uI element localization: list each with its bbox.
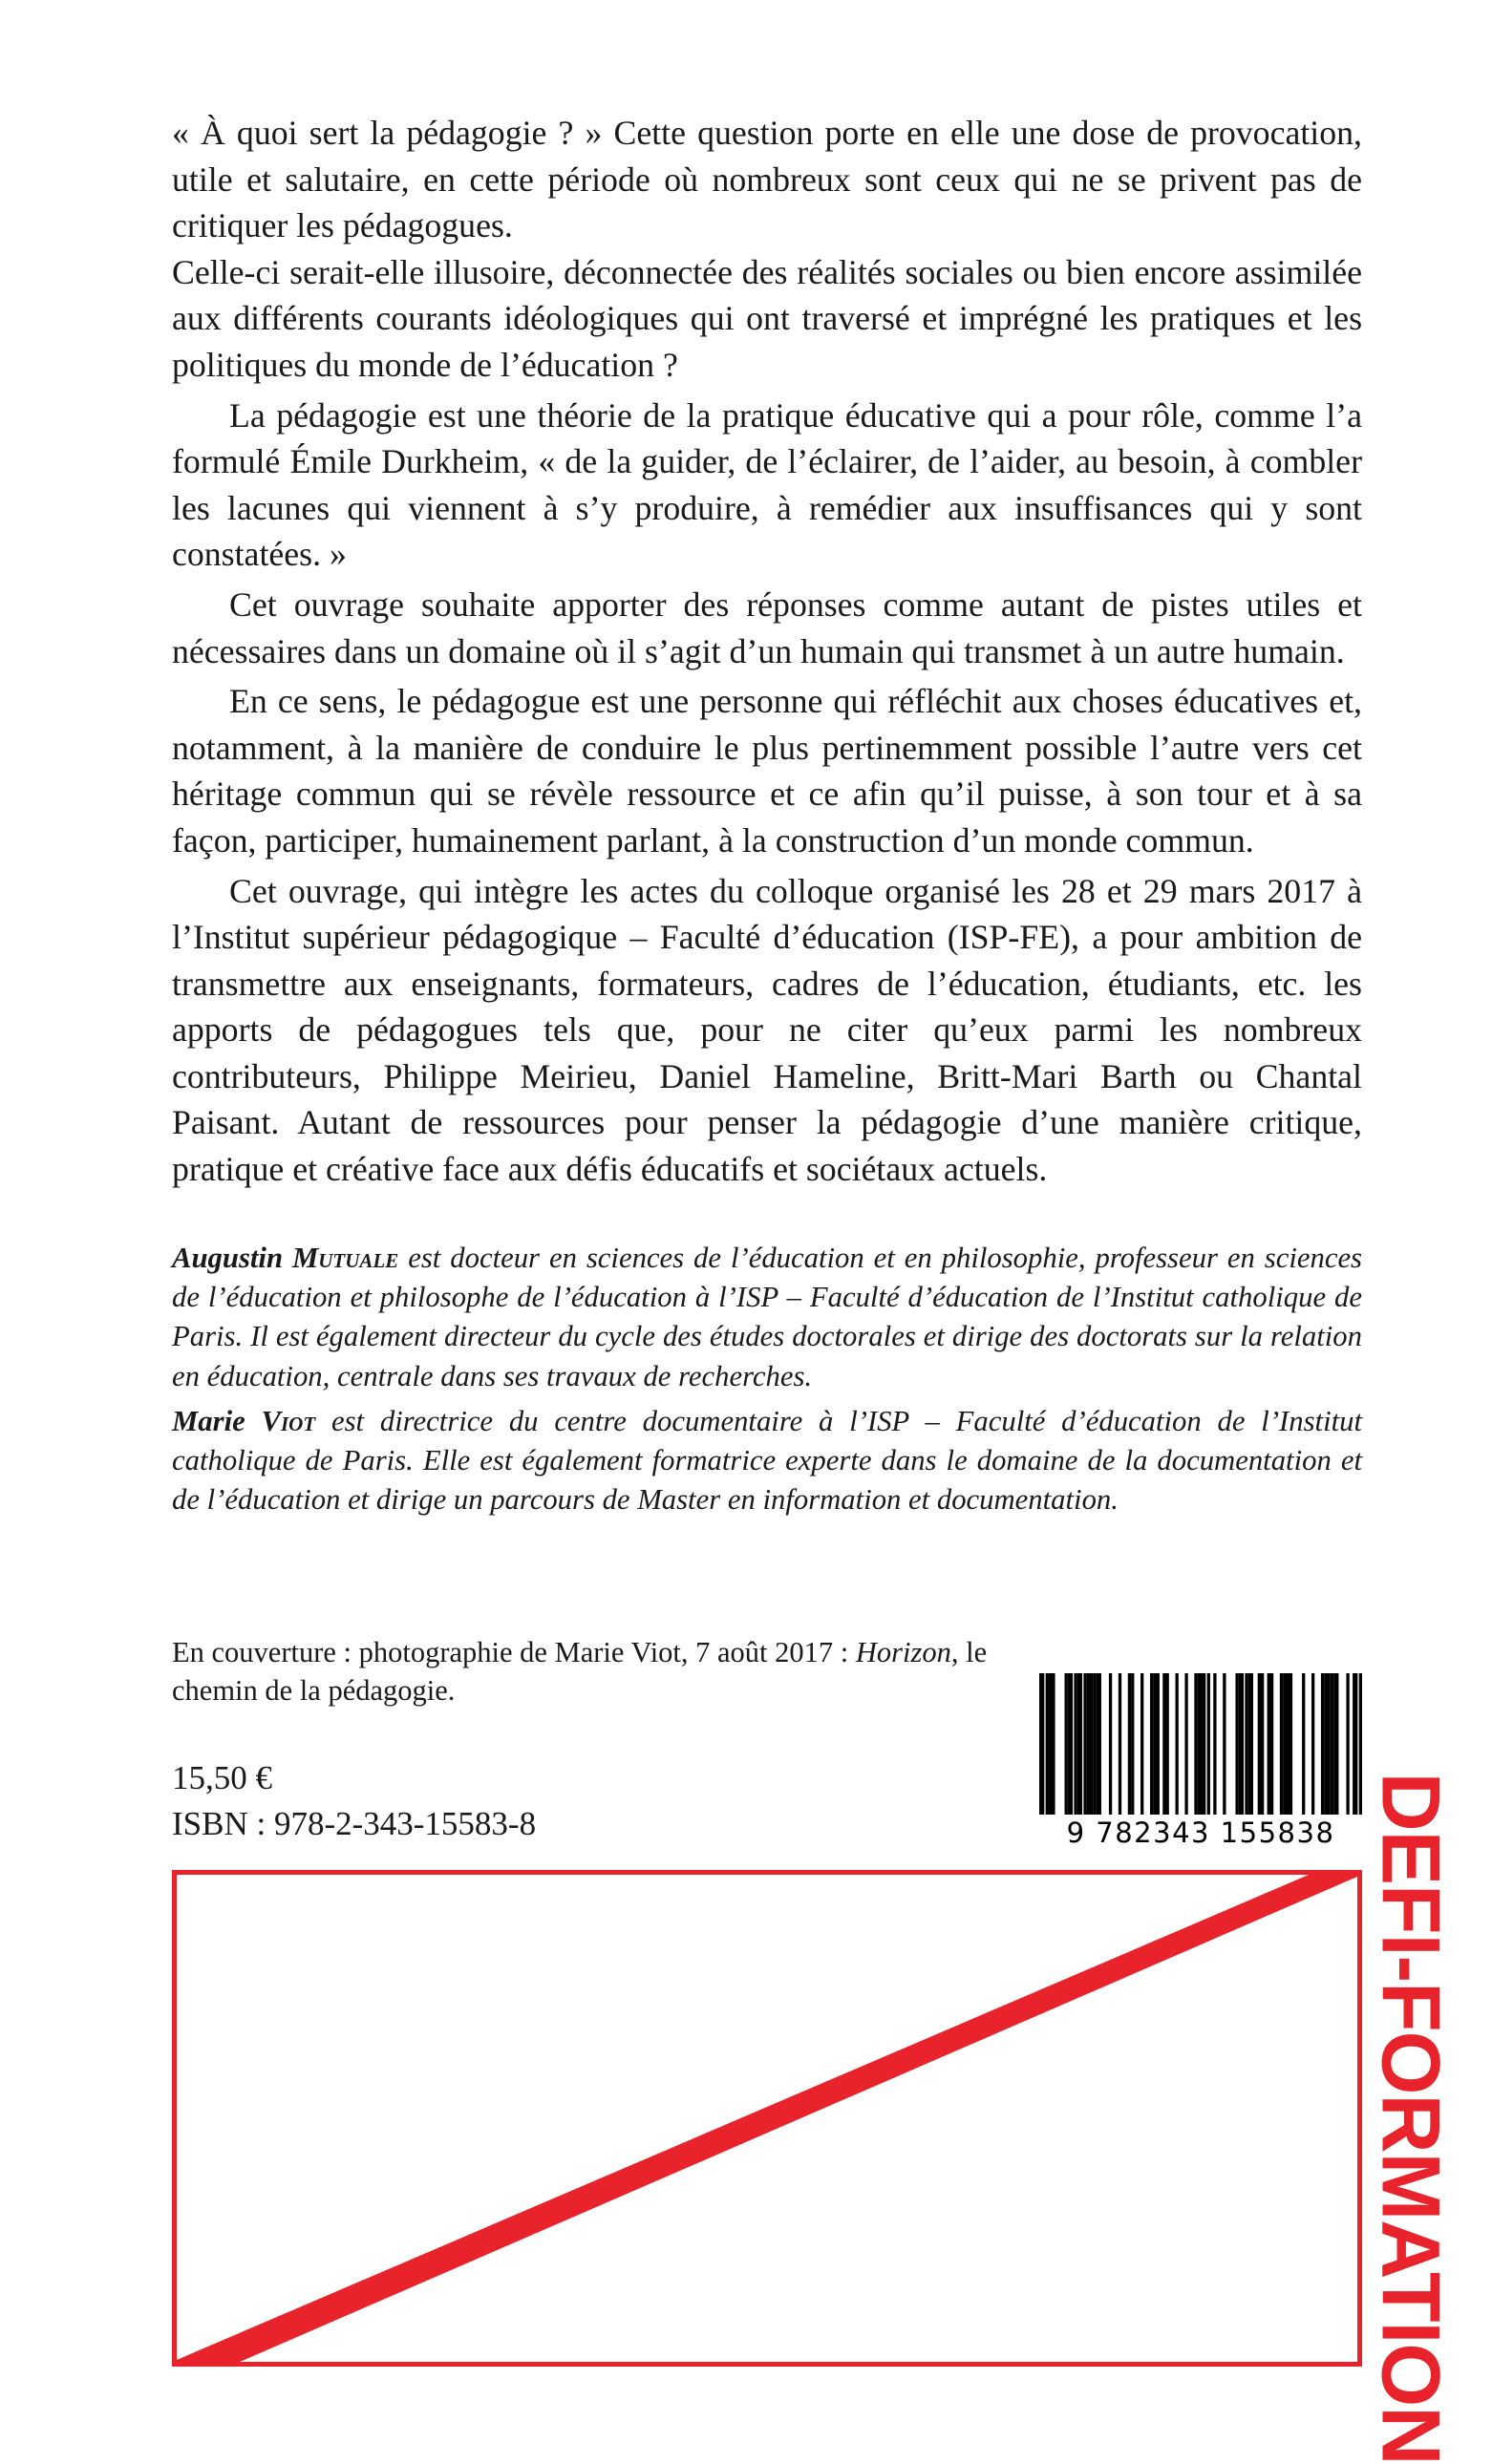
series-title bbox=[1364, 1772, 1457, 2464]
barcode-bar bbox=[1097, 1673, 1101, 1815]
barcode-bar bbox=[1333, 1673, 1338, 1815]
barcode-bar bbox=[1245, 1673, 1247, 1815]
barcode-bar bbox=[1346, 1673, 1349, 1815]
barcode-bar bbox=[1280, 1673, 1283, 1815]
author-2-last-name: Viot bbox=[261, 1404, 316, 1437]
barcode-bar bbox=[1083, 1673, 1086, 1815]
barcode-bar bbox=[1290, 1673, 1292, 1815]
barcode-bar bbox=[1331, 1673, 1333, 1815]
blurb-paragraph-2: Celle-ci serait-elle illusoire, déconnectée des réalités sociales ou bien encore assimilée aux différents courants idéologiques qui ont traversé et imprégné les pratiques et les politiques du monde de l’éducation ? bbox=[172, 252, 1362, 384]
blurb-paragraph-4: Cet ouvrage souhaite apporter des réponses comme autant de pistes utiles et nécessaires dans un domaine où il s’agit d’un humain qui transmet à un autre humain. bbox=[172, 584, 1362, 670]
barcode-bar bbox=[1311, 1673, 1314, 1815]
author-2-first-name: Marie bbox=[172, 1404, 245, 1437]
barcode-bar bbox=[1068, 1673, 1073, 1815]
barcode-bar bbox=[1157, 1673, 1160, 1815]
cover-frame bbox=[172, 1870, 1362, 2367]
barcode-digits: 9 782343 155838 bbox=[1066, 1816, 1335, 1849]
blurb-paragraph-1: « À quoi sert la pédagogie ? » Cette question porte en elle une dose de provocation, utile et salutaire, en cette période où nombreux sont ceux qui ne se privent pas de critiquer les pédagogues. bbox=[172, 114, 1362, 245]
barcode-bar bbox=[1109, 1673, 1112, 1815]
author-bios bbox=[172, 1239, 1362, 1520]
author-1-bio-text: est docteur en sciences de l’éducation et en philosophie, professeur en sciences de l’éducation et philosophe de l’éducation à l’ISP – Faculté d’éducation de l’Institut catholique de Paris. Il est également directeur du cycle des études doctorales et dirige des doctorats sur la relation en éducation, centrale dans ses travaux de recherches. bbox=[172, 1241, 1363, 1392]
barcode-bar bbox=[1052, 1673, 1055, 1815]
barcode-bar bbox=[1090, 1673, 1093, 1815]
barcode-bar bbox=[1184, 1673, 1187, 1815]
barcode-bar bbox=[1302, 1673, 1305, 1815]
barcode-bar bbox=[1353, 1673, 1357, 1815]
barcode-bar bbox=[1321, 1673, 1324, 1815]
barcode-bar bbox=[1239, 1673, 1244, 1815]
author-bio-1 bbox=[172, 1239, 1362, 1396]
author-1-first-name: Augustin bbox=[172, 1241, 284, 1274]
red-diagonal-stripe bbox=[177, 1875, 1357, 2362]
barcode-bar bbox=[1150, 1673, 1153, 1815]
cover-credit-prefix: En couverture : photographie de Marie Viot, 7 août 2017 : bbox=[172, 1636, 856, 1668]
blurb-paragraph-6: Cet ouvrage, qui intègre les actes du colloque organisé les 28 et 29 mars 2017 à l’Institut supérieur pédagogique – Faculté d’éducation (ISP-FE), a pour ambition de transmettre aux enseignants, formateurs, cadres de l’éducation, étudiants, etc. les apports de pédagogues tels que, pour ne citer qu’eux parmi les nombreux contributeurs, Philippe Meirieu, Daniel Hameline, Britt-Mari Barth ou Chantal Paisant. Autant de ressources pour penser la pédagogie d’une manière critique, pratique et créative face aux défis éducatifs et sociétaux actuels. bbox=[172, 871, 1362, 1189]
barcode-bar bbox=[1270, 1673, 1273, 1815]
author-1-last-name: Mutuale bbox=[291, 1241, 399, 1274]
barcode-bar bbox=[1065, 1673, 1068, 1815]
barcode-bar bbox=[1077, 1673, 1082, 1815]
barcode-bar bbox=[1166, 1673, 1169, 1815]
barcode-bar bbox=[1328, 1673, 1331, 1815]
barcode-bar bbox=[1074, 1673, 1076, 1815]
barcode-bar bbox=[1194, 1673, 1197, 1815]
blurb-paragraph-3: La pédagogie est une théorie de la pratique éducative qui a pour rôle, comme l’a formulé Émile Durkheim, « de la guider, de l’éclairer, de l’aider, au besoin, à combler les lacunes qui viennent à s’y produire, à remédier aux insuffisances qui y sont constatées. » bbox=[172, 395, 1362, 574]
cover-credit bbox=[172, 1633, 1012, 1710]
isbn: ISBN : 978-2-343-15583-8 bbox=[172, 1805, 537, 1842]
author-2-bio-text: est directrice du centre documentaire à l’ISP – Faculté d’éducation de l’Institut catholique de Paris. Elle est également formatrice experte dans le domaine de la documentation et de l’éducation et dirige un parcours de Master en information et documentation. bbox=[172, 1404, 1363, 1517]
barcode-bar bbox=[1283, 1673, 1286, 1815]
barcode-bar bbox=[1140, 1673, 1143, 1815]
barcode-bar bbox=[1093, 1673, 1096, 1815]
barcode-bar bbox=[1039, 1673, 1044, 1815]
series-title-text: DEFI-FORMATION bbox=[1364, 1772, 1457, 2464]
blurb-paragraph-5: En ce sens, le pédagogue est une personne qui réfléchit aux choses éducatives et, notamment, à la manière de conduire le plus pertinemment possible l’autre vers cet héritage commun qui se révèle ressource et ce afin qu’il puisse, à son tour et à sa façon, participer, humainement parlant, à la construction d’un monde commun. bbox=[172, 682, 1362, 860]
barcode-bar bbox=[1119, 1673, 1121, 1815]
back-cover-text bbox=[172, 110, 1362, 1520]
author-bio-2 bbox=[172, 1402, 1362, 1520]
barcode-bar bbox=[1359, 1673, 1362, 1815]
barcode-bar bbox=[1213, 1673, 1216, 1815]
cover-credit-work-title: Horizon bbox=[855, 1636, 951, 1668]
barcode-bar bbox=[1128, 1673, 1131, 1815]
barcode-bar bbox=[1207, 1673, 1210, 1815]
barcode-bar bbox=[1261, 1673, 1264, 1815]
barcode-bar bbox=[1223, 1673, 1226, 1815]
barcode-bar bbox=[1201, 1673, 1205, 1815]
barcode-bar bbox=[1175, 1673, 1178, 1815]
barcode-bar bbox=[1198, 1673, 1201, 1815]
barcode-bar bbox=[1248, 1673, 1253, 1815]
barcode-bar bbox=[1235, 1673, 1238, 1815]
cover-credit-suffix: , le chemin de la pédagogie. bbox=[172, 1636, 988, 1707]
barcode-bar bbox=[1131, 1673, 1134, 1815]
price: 15,50 € bbox=[172, 1759, 272, 1796]
barcode-bar bbox=[1046, 1673, 1049, 1815]
blurb bbox=[172, 110, 1362, 1193]
